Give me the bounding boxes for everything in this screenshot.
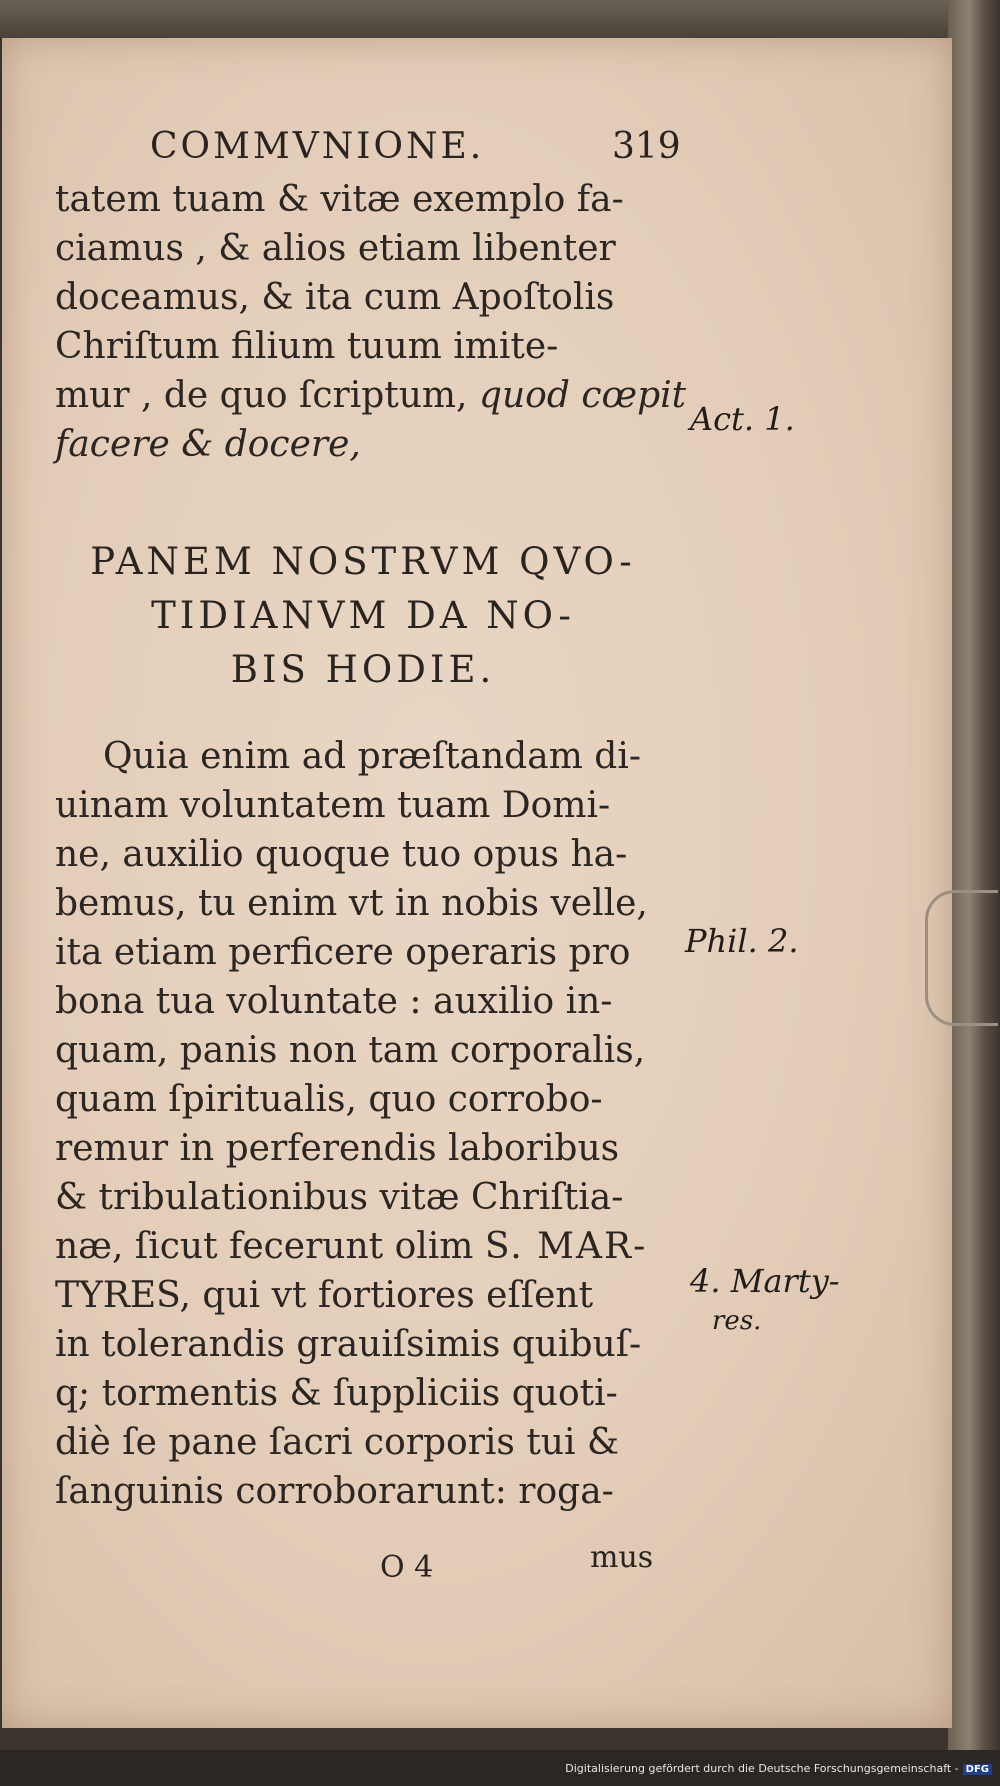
signature-mark: O 4 [380,1550,434,1585]
catchword: mus [590,1540,654,1575]
book-edge [948,0,1000,1750]
dfg-logo: DFG [963,1764,992,1775]
heading-line: BIS HODIE. [230,648,496,691]
text-line: ſanguinis corroborarunt: roga- [55,1471,614,1512]
digitization-credit [565,1762,992,1775]
text-line: bona tua voluntate : auxilio in- [55,981,613,1022]
text-line: Chriſtum filium tuum imite- [55,326,559,367]
text-line: ne, auxilio quoque tuo opus ha- [55,834,628,875]
text-line: ita etiam perficere operaris pro [55,932,631,973]
margin-note-martyres: 4. Marty- [690,1262,840,1300]
italic-quote: quod cœpit [478,375,687,416]
text-line: Quia enim ad præſtandam di- [103,736,641,777]
scan-top-edge [0,0,1000,38]
text-line: TYRES, qui vt fortiores eſſent [55,1275,594,1316]
text-line: diè ſe pane ſacri corporis tui & [55,1422,619,1463]
credit-text: Digitalisierung gefördert durch die Deutsche Forschungsgemeinschaft - [565,1762,959,1775]
text-line [55,1222,675,1271]
text-line: q; tormentis & ſuppliciis quoti- [55,1373,618,1414]
margin-note-acts: Act. 1. [690,400,795,438]
section-heading [48,535,678,697]
heading-line: PANEM NOSTRVM QVO- [90,540,636,583]
page-number: 319 [612,126,681,167]
text-line: bemus, tu enim vt in nobis velle, [55,883,648,924]
text-line: uinam voluntatem tuam Domi- [55,785,611,826]
text-line: doceamus, & ita cum Apoſtolis [55,277,615,318]
text-line: quam, panis non tam corporalis, [55,1030,646,1071]
smallcaps-span: S. MAR- [484,1226,648,1267]
text-line: quam ſpiritualis, quo corrobo- [55,1079,603,1120]
text-line: remur in perferendis laboribus [55,1128,620,1169]
heading-line: TIDIANVM DA NO- [151,594,575,637]
text-line: in tolerandis grauiſsimis quibuſ- [55,1324,642,1365]
text-line: & tribulationibus vitæ Chriſtia- [55,1177,624,1218]
paragraph-2 [55,732,675,1516]
running-head: COMMVNIONE. [150,126,485,167]
margin-note-martyres-cont: res. [712,1306,762,1336]
text-span: mur , de quo ſcriptum, [55,375,468,416]
margin-note-phil: Phil. 2. [685,922,799,960]
clasp-loop [925,890,998,1026]
text-line: ciamus , & alios etiam libenter [55,228,616,269]
text-line: facere & docere, [55,424,361,465]
text-span: næ, ſicut fecerunt olim [55,1226,474,1267]
text-line: tatem tuam & vitæ exemplo fa- [55,179,624,220]
text-line [55,371,687,420]
paragraph-1 [55,175,687,469]
